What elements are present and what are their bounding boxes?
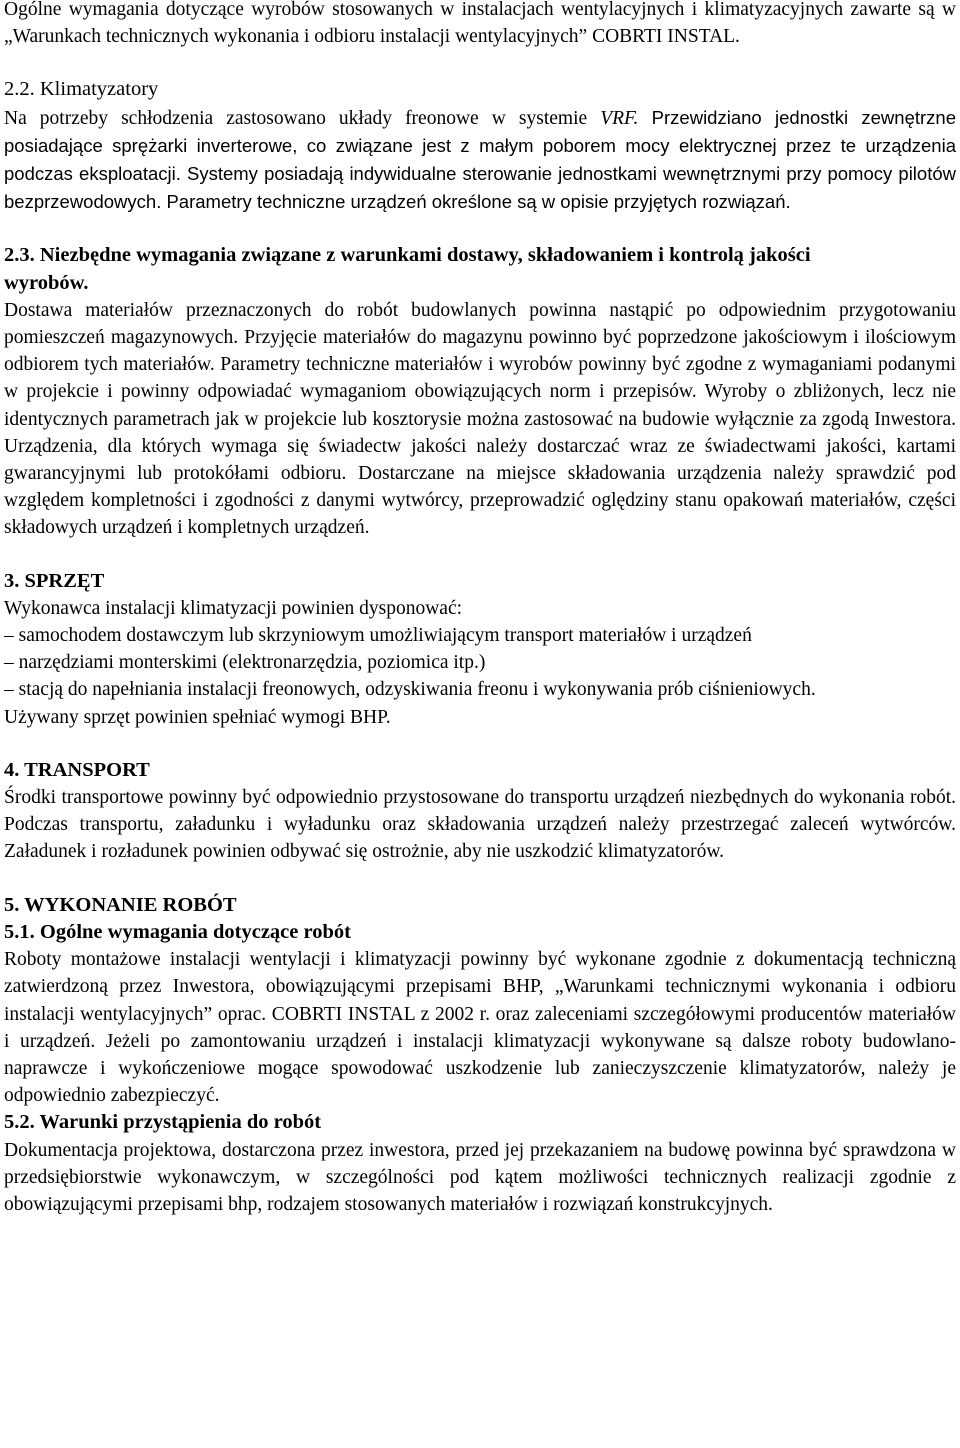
spacer xyxy=(4,50,956,76)
vrf-term: VRF. xyxy=(600,107,639,129)
section-5-2-paragraph: Dokumentacja projektowa, dostarczona przez inwestora, przed jej przekazaniem na budowę powinna być sprawdzona w przedsiębiorstwie wykonawczym, w szczególności pod kątem możliwości technicznych realizacji zgodnie z obowiązującymi przepisami bhp, rodzajem stosowanych materiałów i rozwiązań konstrukcyjnych. xyxy=(4,1139,956,1215)
section-5-heading: 5. WYKONANIE ROBÓT xyxy=(4,893,237,916)
section-2-3-heading: 2.3. Niezbędne wymagania związane z warunkami dostawy, składowaniem i kontrolą jakości wyrobów. xyxy=(4,244,811,294)
spacer xyxy=(4,216,956,242)
section-5-2-heading: 5.2. Warunki przystąpienia do robót xyxy=(4,1111,322,1134)
document-page xyxy=(4,0,956,1218)
dash-bullet: – xyxy=(4,679,14,701)
section-2-2-text-b: Przewidziano jednostki zewnętrzne posiadające sprężarki inverterowe, co związane jest z małym poborem mocy elektrycznej przez te urządzenia podczas eksploatacji. Systemy posiadają indywidualne sterowanie jednostkami wewnętrznymi przy pomocy pilotów bezprzewodowych. Parametry techniczne urządzeń określone są w opisie przyjętych rozwiązań. xyxy=(4,106,956,213)
equipment-item xyxy=(4,649,956,676)
equipment-item xyxy=(4,622,956,649)
section-2-2-heading: 2.2. Klimatyzatory xyxy=(4,78,159,101)
dash-bullet: – xyxy=(4,652,14,674)
section-3-heading: 3. SPRZĘT xyxy=(4,569,105,592)
section-5-1-paragraph: Roboty montażowe instalacji wentylacji i klimatyzacji powinny być wykonane zgodnie z dokumentacją techniczną zatwierdzoną przez Inwestora, obowiązującymi przepisami BHP, „Warunkami technicznymi wykonania i odbioru instalacji wentylacyjnych” oprac. COBRTI INSTAL z 2002 r. oraz zaleceniami szczegółowymi producentów materiałów i urządzeń. Jeżeli po zamontowaniu urządzeń i instalacji klimatyzacji wykonywane są dalsze roboty budowlano-naprawcze i wykończeniowe mogące spowodować uszkodzenie lub zanieczyszczenie klimatyzatorów, należy je odpowiednio zabezpieczyć. xyxy=(4,949,956,1107)
section-3-intro: Wykonawca instalacji klimatyzacji powinien dysponować: xyxy=(4,597,463,619)
spacer xyxy=(4,866,956,892)
spacer xyxy=(4,731,956,757)
equipment-item-text: samochodem dostawczym lub skrzyniowym umożliwiającym transport materiałów i urządzeń xyxy=(18,625,752,647)
section-2-2-paragraph xyxy=(4,104,956,217)
equipment-item-text: narzędziami monterskimi (elektronarzędzia, poziomica itp.) xyxy=(18,652,486,674)
section-2-2-text-a: Na potrzeby schłodzenia zastosowano układy freonowe w systemie xyxy=(4,107,601,129)
equipment-item-text: stacją do napełniania instalacji freonowych, odzyskiwania freonu i wykonywania prób ciśnieniowych. xyxy=(18,679,816,701)
section-4-heading: 4. TRANSPORT xyxy=(4,758,150,781)
section-4-paragraph: Środki transportowe powinny być odpowiednio przystosowane do transportu urządzeń niezbędnych do wykonania robót. Podczas transportu, załadunku i wyładunku oraz składowania urządzeń należy przestrzegać zaleceń wytwórców. Załadunek i rozładunek powinien odbywać się ostrożnie, aby nie uszkodzić klimatyzatorów. xyxy=(4,787,956,863)
section-3-outro: Używany sprzęt powinien spełniać wymogi BHP. xyxy=(4,706,391,728)
equipment-item xyxy=(4,676,956,703)
intro-paragraph: Ogólne wymagania dotyczące wyrobów stosowanych w instalacjach wentylacyjnych i klimatyzacyjnych zawarte są w „Warunkach technicznych wykonania i odbioru instalacji wentylacyjnych” COBRTI INSTAL. xyxy=(4,0,956,48)
section-5-1-heading: 5.1. Ogólne wymagania dotyczące robót xyxy=(4,920,351,943)
spacer xyxy=(4,542,956,568)
section-2-3-paragraph: Dostawa materiałów przeznaczonych do robót budowlanych powinna nastąpić po odpowiednim przygotowaniu pomieszczeń magazynowych. Przyjęcie materiałów do magazynu powinno być poprzedzone jakościowym i ilościowym odbiorem tych materiałów. Parametry techniczne materiałów i wyrobów powinny być zgodne z wymaganiami podanymi w projekcie i powinny odpowiadać wymaganiom obowiązujących norm i przepisów. Wyroby o zbliżonych, lecz nie identycznych parametrach jak w projekcie lub kosztorysie można zastosować na budowie wyłącznie za zgodą Inwestora. Urządzenia, dla których wymaga się świadectw jakości należy dostarczać wraz ze świadectwami jakości, kartami gwarancyjnymi lub protokółami odbioru. Dostarczane na miejsce składowania urządzenia należy sprawdzić pod względem kompletności i zgodności z danymi wytwórcy, przeprowadzić oględziny stanu opakowań materiałów, części składowych urządzeń i kompletnych urządzeń. xyxy=(4,299,956,539)
dash-bullet: – xyxy=(4,625,14,647)
